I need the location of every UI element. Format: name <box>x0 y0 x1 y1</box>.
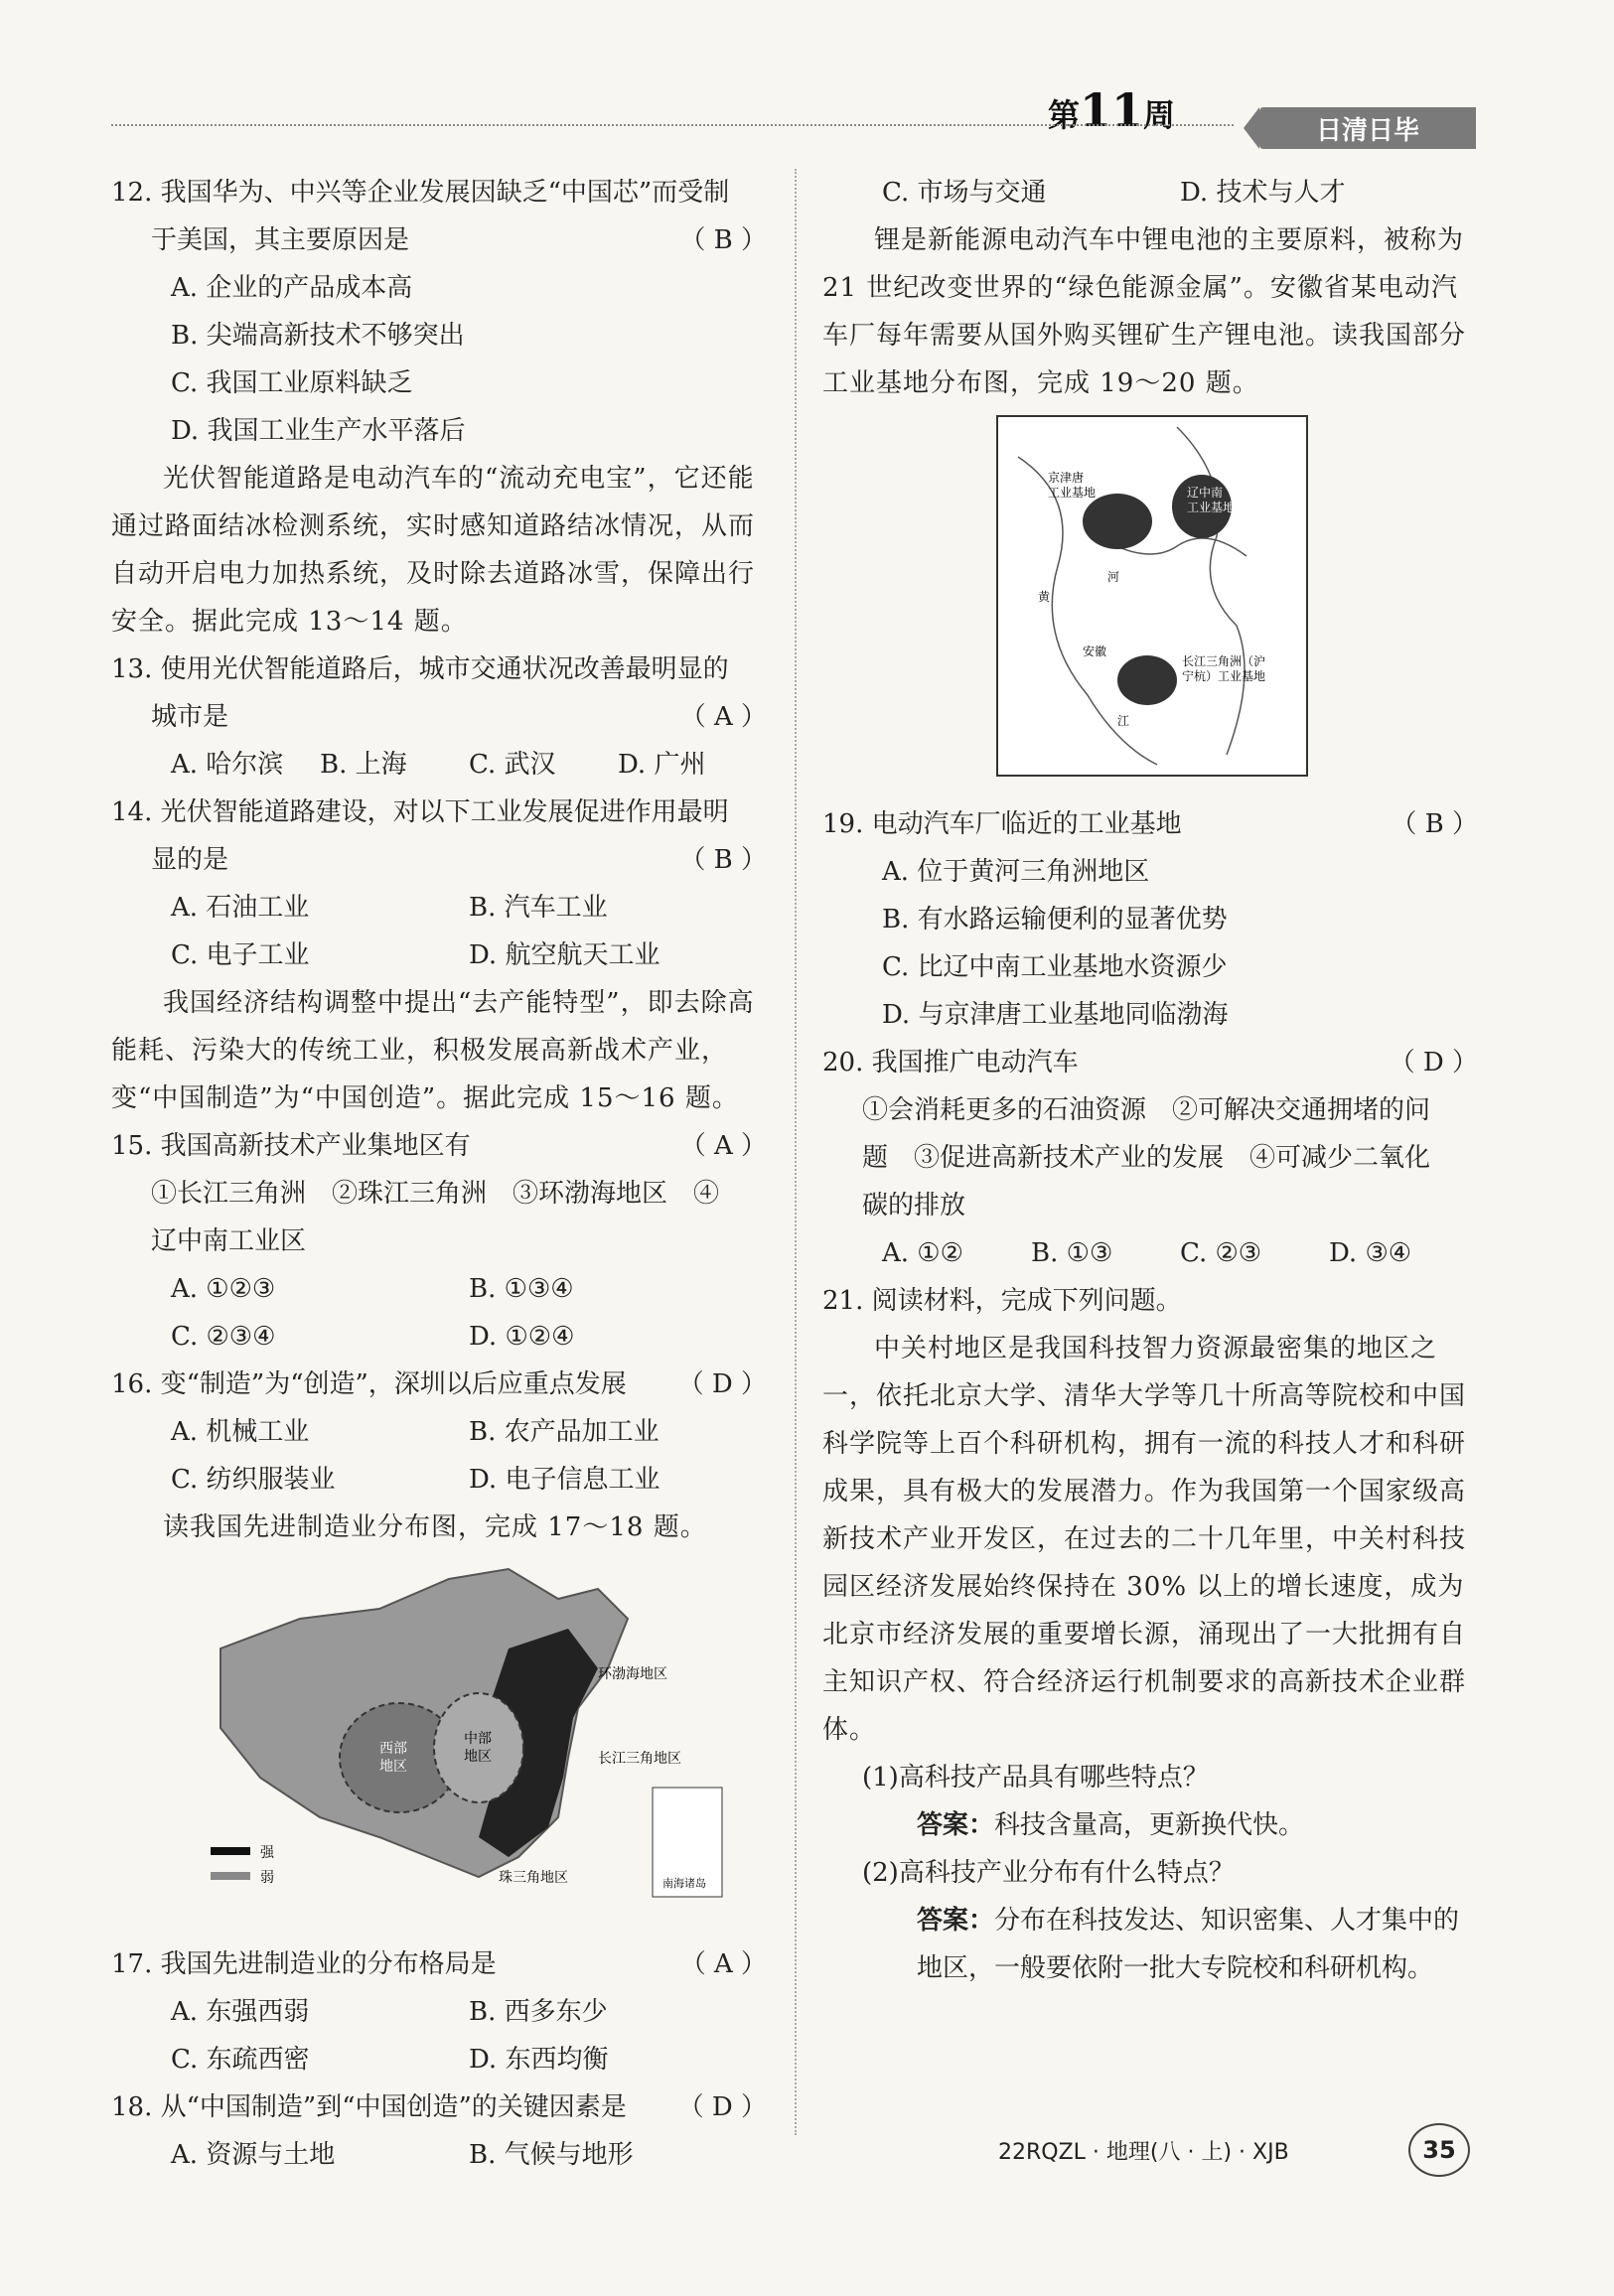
right-column <box>822 169 1478 1992</box>
answer-label-2: 答案： <box>917 1906 995 1936</box>
passage-13-14: 光伏智能道路是电动汽车的“流动充电宝”，它还能通过路面结冰检测系统，实时感知道路结冰情况，从而自动开启电力加热系统，及时除去道路冰雪，保障出行安全。据此完成 13～14 题。 <box>111 464 756 637</box>
question-13: 13. 使用光伏智能道路后，城市交通状况改善最明显的 城市是 （ A ） A. 哈尔滨 B. 上海 C. 武汉 D. 广州 <box>111 654 767 780</box>
daily-badge: 日清日毕 <box>1259 107 1476 149</box>
map-label-mid: 中部 <box>464 1731 492 1747</box>
question-15: 15. 我国高新技术产业集地区有 （ A ） ①长江三角洲 ②珠江三角洲 ③环渤海地区 ④ 辽中南工业区 A. ①②③ B. ①③④ C. ②③④ D. ①②④ <box>111 1131 767 1352</box>
legend-weak: 弱 <box>260 1870 274 1886</box>
industrial-base-map <box>996 415 1308 777</box>
map-label-lzn: 辽中南 <box>1187 486 1224 500</box>
map-label-anhui: 安徽 <box>1083 645 1107 658</box>
legend-strong: 强 <box>260 1845 274 1861</box>
svg-text:工业基地: 工业基地 <box>1187 501 1236 514</box>
answer-12: （ B ） <box>679 225 767 255</box>
svg-text:地区: 地区 <box>464 1749 492 1765</box>
question-18: 18. 从“中国制造”到“中国创造”的关键因素是 （ D ） A. 资源与土地 B. 气候与地形 <box>111 2092 767 2170</box>
question-17: 17. 我国先进制造业的分布格局是 （ A ） A. 东强西弱 B. 西多东少 C. 东疏西密 D. 东西均衡 <box>111 1949 767 2075</box>
question-12: 12. 我国华为、中兴等企业发展因缺乏“中国芯”而受制 于美国，其主要原因是 （ B ） A. 企业的产品成本高 B. 尖端高新技术不够突出 C. 我国工业原料缺乏 D. 我国工业生产水平落后 <box>111 178 767 446</box>
header-divider <box>111 124 1234 126</box>
question-14: 14. 光伏智能道路建设，对以下工业发展促进作用最明 显的是 （ B ） A. 石油工业 B. 汽车工业 C. 电子工业 D. 航空航天工业 <box>111 797 767 970</box>
svg-text:江: 江 <box>1117 714 1130 728</box>
map-label-yangtze: 长江三角地区 <box>598 1751 681 1767</box>
answer-label-1: 答案： <box>917 1810 995 1840</box>
footer-code: 22RQZL · 地理(八 · 上) · XJB <box>998 2140 1289 2165</box>
map-label-sea: 南海诸岛 <box>662 1877 706 1890</box>
page-number: 35 <box>1408 2123 1470 2177</box>
column-divider <box>795 169 797 2135</box>
map-label-bohai: 环渤海地区 <box>598 1666 667 1682</box>
question-19: 19. 电动汽车厂临近的工业基地 （ B ） A. 位于黄河三角洲地区 B. 有水路运输便利的显著优势 C. 比辽中南工业基地水资源少 D. 与京津唐工业基地同临渤海 <box>822 809 1478 1030</box>
passage-17-18: 读我国先进制造业分布图，完成 17～18 题。 <box>163 1512 707 1542</box>
map-label-west: 西部 <box>379 1741 407 1757</box>
question-20: 20. 我国推广电动汽车 （ D ） ①会消耗更多的石油资源 ②可解决交通拥堵的问 题 ③促进高新技术产业的发展 ④可减少二氧化 碳的排放 A. ①② B. ①③ C. ②③ D. ③④ <box>822 1048 1478 1268</box>
map-label-jjt: 京津唐 <box>1048 471 1085 485</box>
week-title: 第11周 <box>1048 83 1176 137</box>
question-21: 21. 阅读材料，完成下列问题。 中关村地区是我国科技智力资源最密集的地区之一，依托北京大学、清华大学等几十所高等院校和中国科学院等上百个科研机构，拥有一流的科技人才和科研成果，具有极大的发展潜力。作为我国第一个国家级高新技术产业开发区，在过去的二十几年里，中关村科技园区经济发展始终保持在 30% 以上的增长速度，成为北京市经济发展的重要增长源，涌现出了一大批拥有自主知识产权、符合经济运行机制要求的高新技术企业群体。 (1)高科技产品具有哪些特点？ 答案：科技含量高，更新换代快。 (2)高科技产业分布有什么特点？ 答案：分布在科技发达、知识密集、人才集中的地区，一般要依附一批大专院校和科研机构。 <box>822 1286 1467 1983</box>
question-16: 16. 变“制造”为“创造”，深圳以后应重点发展 （ D ） A. 机械工业 B. 农产品加工业 C. 纺织服装业 D. 电子信息工业 <box>111 1369 767 1495</box>
map-label-yrd: 长江三角洲（沪 <box>1182 654 1266 668</box>
passage-19-20: 锂是新能源电动汽车中锂电池的主要原料，被称为 21 世纪改变世界的“绿色能源金属”。安徽省某电动汽车厂每年需要从国外购买锂矿生产锂电池。读我国部分工业基地分布图，完成 19～20 题。 <box>822 225 1467 398</box>
svg-text:地区: 地区 <box>379 1759 407 1775</box>
svg-text:宁杭）工业基地: 宁杭）工业基地 <box>1182 669 1266 683</box>
passage-15-16: 我国经济结构调整中提出“去产能特型”，即去除高能耗、污染大的传统工业，积极发展高新战术产业，变“中国制造”为“中国创造”。据此完成 15～16 题。 <box>111 988 755 1113</box>
left-column <box>111 169 767 2179</box>
question-18-cont: C. 市场与交通 D. 技术与人才 <box>882 178 1346 208</box>
china-manufacturing-map <box>181 1559 737 1917</box>
svg-text:工业基地: 工业基地 <box>1048 486 1097 500</box>
map-label-pearl: 珠三角地区 <box>499 1870 568 1886</box>
svg-text:河: 河 <box>1107 570 1120 584</box>
svg-text:黄: 黄 <box>1038 590 1051 604</box>
